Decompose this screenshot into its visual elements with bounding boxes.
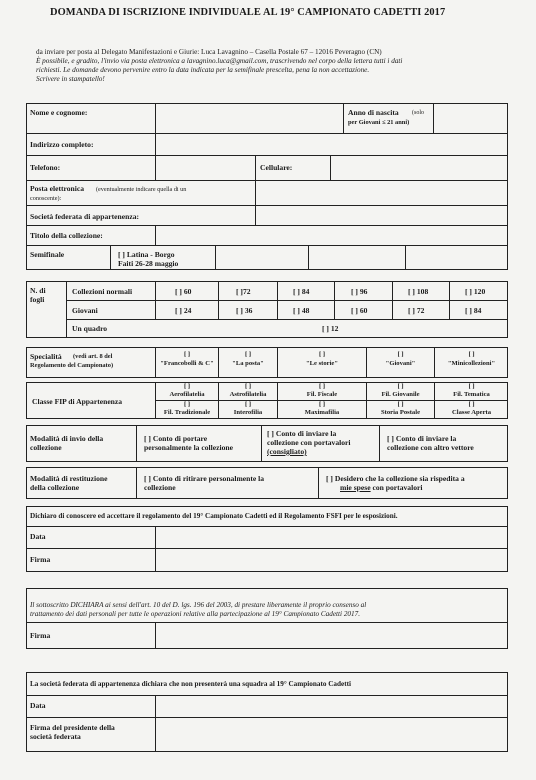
classe-option-fil-tradizionale: Fil. Tradizionale — [163, 409, 211, 416]
restituzione-option-rispedita[interactable]: [ ] Desidero che la collezione sia rispedita a — [326, 474, 465, 483]
anno-nascita-note-2: per Giovani ≤ 21 anni) — [348, 119, 410, 126]
fogli-normali-option[interactable]: [ ] 96 — [351, 287, 368, 296]
classe-option-fil-giovanile: Fil. Giovanile — [381, 391, 420, 398]
titolo-field[interactable] — [156, 226, 507, 244]
telefono-label: Telefono: — [30, 163, 61, 172]
fogli-normali-option[interactable]: [ ]72 — [236, 287, 251, 296]
specialita-option-storie: "Le storie" — [305, 360, 339, 367]
quadro-option[interactable]: [ ] 12 — [322, 324, 339, 333]
email-field[interactable] — [256, 181, 507, 204]
fogli-normali-option[interactable]: [ ] 120 — [465, 287, 486, 296]
classe-checkbox[interactable]: [ ] — [468, 401, 475, 408]
classe-option-fil-fiscale: Fil. Fiscale — [306, 391, 338, 398]
privacy-firma-field[interactable] — [156, 623, 507, 648]
anno-nascita-note: (solo — [412, 110, 424, 116]
privacy-text-line-1: Il sottoscritto DICHIARA ai sensi dell'art. 10 del D. lgs. 196 del 2003, di prestare liberamente il proprio consenso al — [30, 601, 367, 609]
intro-line-1: da inviare per posta al Delegato Manifestazioni e Giurie: Luca Lavagnino – Casella Postale 67 – 12016 Peveragno (CN) — [36, 48, 382, 56]
semifinale-label: Semifinale — [30, 250, 65, 259]
fogli-giovani-option[interactable]: [ ] 84 — [465, 306, 482, 315]
societa-label: Società federata di appartenenza: — [30, 212, 140, 221]
indirizzo-label: Indirizzo completo: — [30, 140, 94, 149]
classe-checkbox[interactable]: [ ] — [244, 401, 252, 408]
societa-dichiarazione-text: La società federata di appartenenza dichiara che non presenterà una squadra al 19° Campionato Cadetti — [30, 680, 351, 688]
fogli-giovani-option[interactable]: [ ] 36 — [236, 306, 253, 315]
classe-option-classe-aperta: Classe Aperta — [451, 409, 491, 416]
intro-line-3: richiesti. Le domande devono pervenire entro la data indicata per la semifinale prescelta, pena la non accettazione. — [36, 66, 370, 74]
fogli-normali-option[interactable]: [ ] 60 — [175, 287, 192, 296]
specialita-note: (vedi art. 8 del — [73, 353, 113, 360]
classe-option-fil-tematica: Fil. Tematica — [453, 391, 490, 398]
classe-checkbox[interactable]: [ ] — [183, 401, 191, 408]
titolo-label: Titolo della collezione: — [30, 231, 103, 240]
specialita-note-2: Regolamento del Campionato) — [30, 362, 114, 369]
classe-option-maximafilia: Maximafilia — [304, 409, 340, 416]
privacy-firma-label: Firma — [30, 631, 51, 640]
societa-firma-field[interactable] — [156, 718, 507, 751]
fogli-label-2: fogli — [30, 295, 45, 304]
email-note-2: conoscente): — [30, 195, 62, 202]
mie-spese-text: mie spese — [340, 483, 371, 492]
nome-cognome-label: Nome e cognome: — [30, 108, 88, 117]
societa-firma-label: Firma del presidente della — [30, 723, 115, 732]
societa-data-field[interactable] — [156, 696, 507, 716]
specialita-checkbox[interactable]: [ ] — [318, 351, 326, 358]
fogli-giovani-option[interactable]: [ ] 48 — [293, 306, 310, 315]
classe-checkbox[interactable]: [ ] — [318, 401, 326, 408]
fogli-normali-option[interactable]: [ ] 108 — [408, 287, 429, 296]
page-title: DOMANDA DI ISCRIZIONE INDIVIDUALE AL 19° CAMPIONATO CADETTI 2017 — [50, 7, 446, 18]
classe-fip-label: Classe FIP di Appartenenza — [32, 397, 123, 406]
invio-consigliato-note: (consigliato) — [267, 447, 307, 456]
restituzione-label: Modalità di restituzione — [30, 474, 108, 483]
cellulare-field[interactable] — [331, 156, 507, 179]
restituzione-option-rispedita-text — [340, 483, 422, 492]
societa-data-label: Data — [30, 701, 46, 710]
invio-option-portavalori[interactable]: [ ] Conto di inviare la — [267, 429, 337, 438]
invio-option-altro-vettore-text: collezione con altro vettore — [387, 443, 474, 452]
societa-field[interactable] — [256, 206, 507, 224]
invio-option-personalmente-text: personalmente la collezione — [144, 443, 233, 452]
fogli-giovani-option[interactable]: [ ] 24 — [175, 306, 192, 315]
restituzione-option-ritiro[interactable]: [ ] Conto di ritirare personalmente la — [144, 474, 265, 483]
intro-line-2: È possibile, e gradito, l'invio via posta elettronica a lavagnino.luca@gmail.com, trascrivendo nel corpo della lettera tutti i dati — [36, 57, 403, 65]
specialita-checkbox[interactable]: [ ] — [397, 351, 404, 358]
classe-option-storia-postale: Storia Postale — [380, 409, 420, 416]
semifinale-option-latina[interactable]: [ ] Latina - Borgo — [118, 250, 175, 259]
dichiaro-data-label: Data — [30, 532, 46, 541]
classe-checkbox[interactable]: [ ] — [244, 383, 252, 390]
intro-line-4: Scrivere in stampatello! — [36, 75, 105, 83]
telefono-field[interactable] — [156, 156, 254, 179]
invio-option-personalmente[interactable]: [ ] Conto di portare — [144, 434, 208, 443]
restituzione-label-2: della collezione — [30, 483, 80, 492]
fogli-giovani-option[interactable]: [ ] 60 — [351, 306, 368, 315]
semifinale-option-dates: Faiti 26-28 maggio — [118, 259, 179, 268]
privacy-text-line-2: trattamento dei dati personali per tutte le operazioni relative alla partecipazione al 19° Campionato Cadetti 2017. — [30, 610, 361, 618]
invio-label: Modalità di invio della — [30, 434, 104, 443]
invio-option-altro-vettore[interactable]: [ ] Conto di inviare la — [387, 434, 457, 443]
email-note: (eventualmente indicare quella di un — [96, 186, 187, 193]
classe-checkbox[interactable]: [ ] — [397, 383, 404, 390]
giovani-label: Giovani — [72, 306, 98, 315]
specialita-option-giovani: "Giovani" — [385, 360, 416, 367]
specialita-option-minicollezioni: "Minicollezioni" — [447, 360, 496, 367]
dichiaro-firma-label: Firma — [30, 555, 51, 564]
specialita-option-posta: "La posta" — [232, 360, 264, 367]
classe-checkbox[interactable]: [ ] — [183, 383, 191, 390]
invio-option-portavalori-text: collezione con portavalori — [267, 438, 351, 447]
dichiaro-firma-field[interactable] — [156, 549, 507, 571]
restituzione-option-ritiro-text: collezione — [144, 483, 176, 492]
restituzione-table — [26, 467, 508, 499]
specialita-option-francobolli: "Francobolli & C" — [160, 360, 214, 367]
specialita-checkbox[interactable]: [ ] — [468, 351, 475, 358]
fogli-normali-option[interactable]: [ ] 84 — [293, 287, 310, 296]
email-label: Posta elettronica — [30, 184, 85, 193]
quadro-label: Un quadro — [72, 324, 108, 333]
dichiaro-text: Dichiaro di conoscere ed accettare il regolamento del 19° Campionato Cadetti ed il Regolamento FSFI per le esposizioni. — [30, 512, 398, 520]
collezioni-normali-label: Collezioni normali — [72, 287, 133, 296]
dichiaro-data-field[interactable] — [156, 527, 507, 547]
invio-label-2: collezione — [30, 443, 62, 452]
classe-option-aerofilatelia: Aerofilatelia — [169, 391, 205, 398]
specialita-checkbox[interactable]: [ ] — [244, 351, 252, 358]
fogli-label: N. di — [30, 286, 46, 295]
cellulare-label: Cellulare: — [260, 163, 293, 172]
fogli-giovani-option[interactable]: [ ] 72 — [408, 306, 425, 315]
portavalori-text: con portavalori — [370, 483, 423, 492]
anno-nascita-label: Anno di nascita — [348, 108, 399, 117]
societa-firma-label-2: società federata — [30, 732, 81, 741]
classe-checkbox[interactable]: [ ] — [397, 401, 404, 408]
specialita-label: Specialità — [30, 352, 62, 361]
classe-option-interofilia: Interofilia — [233, 409, 263, 416]
anno-nascita-field[interactable] — [434, 104, 507, 132]
classe-checkbox[interactable]: [ ] — [468, 383, 475, 390]
indirizzo-field[interactable] — [156, 134, 507, 154]
classe-checkbox[interactable]: [ ] — [318, 383, 326, 390]
classe-option-astrofilatelia: Astrofilatelia — [229, 391, 267, 398]
nome-cognome-field[interactable] — [156, 104, 342, 132]
specialita-checkbox[interactable]: [ ] — [183, 351, 191, 358]
